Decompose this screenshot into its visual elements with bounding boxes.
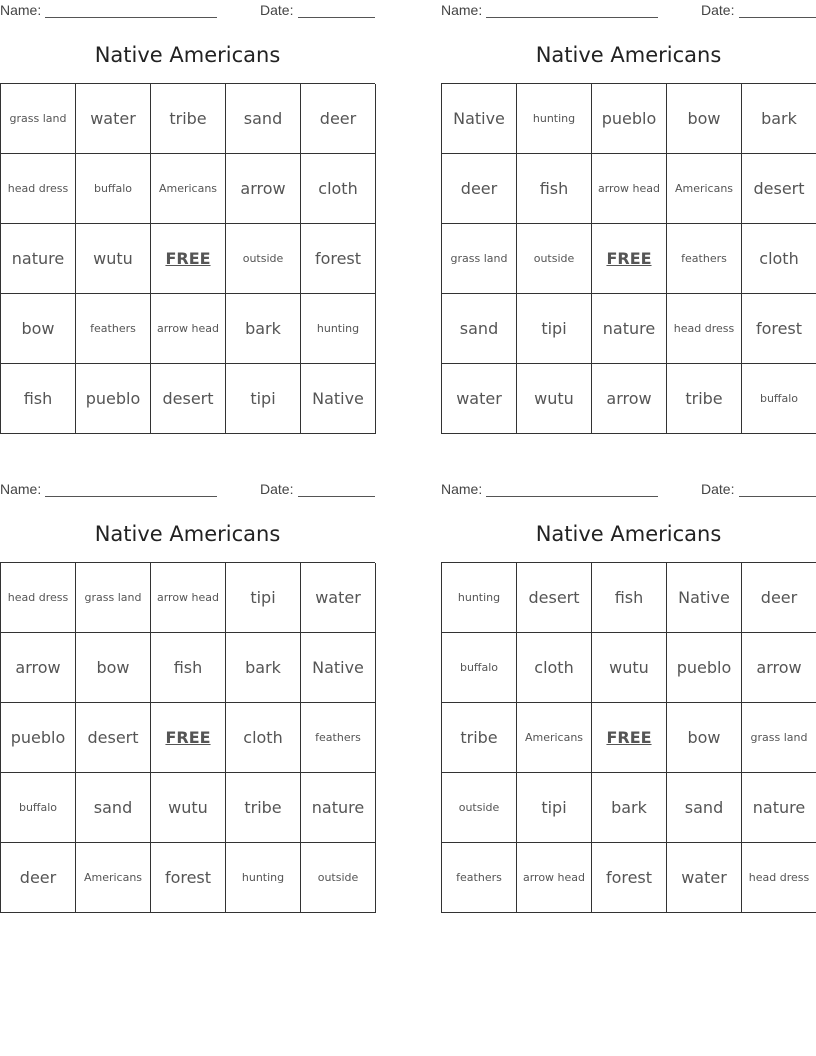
name-date-row [441, 479, 816, 501]
card-title: Native Americans [94, 522, 281, 546]
bingo-cell: head dress [1, 563, 76, 633]
bingo-grid [441, 83, 816, 434]
bingo-cell: tipi [226, 364, 301, 434]
bingo-cell: arrow head [517, 843, 592, 913]
bingo-cell: water [301, 563, 376, 633]
bingo-cell: deer [442, 154, 517, 224]
bingo-cell: feathers [301, 703, 376, 773]
bingo-cell: buffalo [742, 364, 816, 434]
bingo-cell: forest [592, 843, 667, 913]
bingo-cell: head dress [667, 294, 742, 364]
bingo-cell: sand [76, 773, 151, 843]
bingo-cell: Americans [667, 154, 742, 224]
bingo-cell: wutu [151, 773, 226, 843]
bingo-cell: Native [442, 84, 517, 154]
name-blank-line [486, 17, 658, 18]
bingo-cell: tribe [226, 773, 301, 843]
bingo-cell: feathers [442, 843, 517, 913]
bingo-cell: forest [301, 224, 376, 294]
bingo-cell: tribe [667, 364, 742, 434]
bingo-cell: feathers [76, 294, 151, 364]
date-label: Date: [701, 2, 735, 18]
bingo-cell: grass land [742, 703, 816, 773]
bingo-cell: arrow [1, 633, 76, 703]
bingo-cell: nature [742, 773, 816, 843]
bingo-cell: fish [517, 154, 592, 224]
name-label: Name: [441, 2, 483, 18]
bingo-cell: bark [592, 773, 667, 843]
date-label: Date: [701, 481, 735, 497]
free-space-cell: FREE [592, 703, 667, 773]
bingo-cell: bark [742, 84, 816, 154]
bingo-cell: desert [742, 154, 816, 224]
bingo-cell: pueblo [1, 703, 76, 773]
bingo-cell: wutu [592, 633, 667, 703]
name-blank-line [45, 17, 217, 18]
bingo-grid [441, 562, 816, 913]
bingo-cell: wutu [517, 364, 592, 434]
bingo-cell: sand [226, 84, 301, 154]
bingo-cell: pueblo [592, 84, 667, 154]
bingo-cell: tipi [517, 773, 592, 843]
bingo-grid [0, 562, 375, 913]
bingo-cell: arrow [226, 154, 301, 224]
bingo-cell: hunting [226, 843, 301, 913]
card-title: Native Americans [535, 522, 722, 546]
bingo-cell: tipi [517, 294, 592, 364]
bingo-cell: cloth [742, 224, 816, 294]
bingo-cell: hunting [442, 563, 517, 633]
bingo-cell: pueblo [76, 364, 151, 434]
date-label: Date: [260, 2, 294, 18]
bingo-cell: Native [301, 364, 376, 434]
bingo-cell: head dress [1, 154, 76, 224]
bingo-cell: arrow head [592, 154, 667, 224]
bingo-cell: tribe [151, 84, 226, 154]
bingo-cell: Americans [76, 843, 151, 913]
bingo-cell: arrow head [151, 294, 226, 364]
bingo-cell: fish [592, 563, 667, 633]
bingo-cell: hunting [301, 294, 376, 364]
bingo-cell: hunting [517, 84, 592, 154]
card-title: Native Americans [94, 43, 281, 67]
bingo-cell: cloth [226, 703, 301, 773]
date-label: Date: [260, 481, 294, 497]
bingo-cell: water [667, 843, 742, 913]
bingo-cell: buffalo [1, 773, 76, 843]
bingo-card [441, 479, 816, 887]
bingo-cell: buffalo [442, 633, 517, 703]
name-date-row [0, 479, 375, 501]
bingo-cell: grass land [1, 84, 76, 154]
bingo-cell: nature [301, 773, 376, 843]
date-blank-line [739, 17, 816, 18]
bingo-cell: bow [76, 633, 151, 703]
bingo-cell: nature [1, 224, 76, 294]
bingo-cell: grass land [442, 224, 517, 294]
bingo-cell: outside [517, 224, 592, 294]
bingo-card [0, 0, 375, 408]
bingo-cell: tribe [442, 703, 517, 773]
bingo-cell: tipi [226, 563, 301, 633]
bingo-cell: bow [667, 703, 742, 773]
bingo-cell: fish [151, 633, 226, 703]
bingo-cell: wutu [76, 224, 151, 294]
bingo-cell: arrow head [151, 563, 226, 633]
date-blank-line [298, 17, 375, 18]
bingo-cell: water [76, 84, 151, 154]
date-blank-line [739, 496, 816, 497]
bingo-cell: deer [1, 843, 76, 913]
bingo-cell: Native [667, 563, 742, 633]
bingo-cell: outside [442, 773, 517, 843]
name-label: Name: [0, 2, 42, 18]
free-space-cell: FREE [151, 703, 226, 773]
bingo-cell: forest [742, 294, 816, 364]
free-space-cell: FREE [151, 224, 226, 294]
bingo-cell: arrow [592, 364, 667, 434]
bingo-cell: head dress [742, 843, 816, 913]
name-label: Name: [0, 481, 42, 497]
bingo-cell: desert [76, 703, 151, 773]
bingo-cell: nature [592, 294, 667, 364]
bingo-card [0, 479, 375, 887]
bingo-cell: cloth [301, 154, 376, 224]
bingo-grid [0, 83, 375, 434]
bingo-cell: sand [442, 294, 517, 364]
bingo-cell: deer [301, 84, 376, 154]
bingo-cell: pueblo [667, 633, 742, 703]
bingo-cell: deer [742, 563, 816, 633]
bingo-cell: arrow [742, 633, 816, 703]
date-blank-line [298, 496, 375, 497]
bingo-cell: sand [667, 773, 742, 843]
name-date-row [441, 0, 816, 22]
bingo-cell: buffalo [76, 154, 151, 224]
bingo-cell: bark [226, 633, 301, 703]
bingo-cell: desert [517, 563, 592, 633]
bingo-cell: bow [1, 294, 76, 364]
bingo-cell: desert [151, 364, 226, 434]
bingo-cell: water [442, 364, 517, 434]
bingo-cell: Native [301, 633, 376, 703]
card-title: Native Americans [535, 43, 722, 67]
bingo-cell: forest [151, 843, 226, 913]
name-label: Name: [441, 481, 483, 497]
bingo-cell: cloth [517, 633, 592, 703]
name-date-row [0, 0, 375, 22]
bingo-cell: grass land [76, 563, 151, 633]
bingo-card [441, 0, 816, 408]
free-space-cell: FREE [592, 224, 667, 294]
bingo-cell: Americans [151, 154, 226, 224]
bingo-cell: outside [226, 224, 301, 294]
bingo-cell: fish [1, 364, 76, 434]
bingo-cell: bow [667, 84, 742, 154]
bingo-cell: outside [301, 843, 376, 913]
bingo-cell: feathers [667, 224, 742, 294]
name-blank-line [486, 496, 658, 497]
bingo-cell: Americans [517, 703, 592, 773]
name-blank-line [45, 496, 217, 497]
bingo-cell: bark [226, 294, 301, 364]
